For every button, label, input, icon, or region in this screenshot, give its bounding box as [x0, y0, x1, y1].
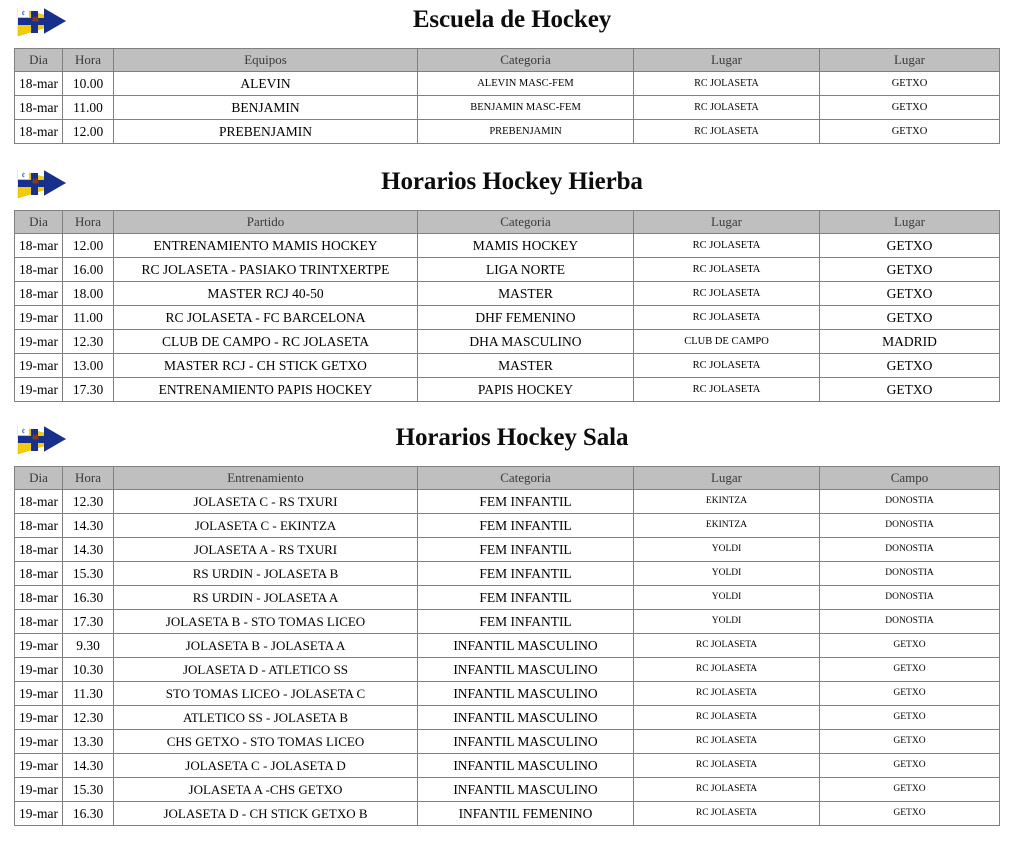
cell-lugar: EKINTZA: [634, 514, 820, 538]
table-row: [15, 354, 1000, 378]
cell-lugar: RC JOLASETA: [634, 682, 820, 706]
cell-campo: GETXO: [820, 778, 1000, 802]
cell-main: JOLASETA D - CH STICK GETXO B: [114, 802, 418, 826]
cell-hora: 9.30: [63, 634, 114, 658]
cell-dia: 18-mar: [15, 96, 63, 120]
cell-dia: 18-mar: [15, 586, 63, 610]
cell-main: JOLASETA C - RS TXURI: [114, 490, 418, 514]
cell-main: JOLASETA B - JOLASETA A: [114, 634, 418, 658]
cell-campo: GETXO: [820, 120, 1000, 144]
cell-lugar: RC JOLASETA: [634, 754, 820, 778]
cell-lugar: YOLDI: [634, 538, 820, 562]
table-row: [15, 234, 1000, 258]
cell-lugar: RC JOLASETA: [634, 282, 820, 306]
cell-hora: 17.30: [63, 610, 114, 634]
cell-dia: 19-mar: [15, 354, 63, 378]
section-horarios-hockey-sala: [0, 418, 1024, 826]
col-header-main: Equipos: [114, 49, 418, 72]
schedule-table-escuela: [14, 48, 1000, 144]
cell-hora: 12.30: [63, 490, 114, 514]
cell-main: MASTER RCJ - CH STICK GETXO: [114, 354, 418, 378]
cell-campo: GETXO: [820, 802, 1000, 826]
cell-categoria: MASTER: [418, 354, 634, 378]
cell-categoria: DHA MASCULINO: [418, 330, 634, 354]
table-row: [15, 282, 1000, 306]
cell-categoria: FEM INFANTIL: [418, 610, 634, 634]
cell-dia: 18-mar: [15, 282, 63, 306]
col-header-main: Partido: [114, 211, 418, 234]
cell-hora: 14.30: [63, 514, 114, 538]
cell-campo: GETXO: [820, 72, 1000, 96]
svg-text:¢: ¢: [21, 171, 26, 180]
cell-main: PREBENJAMIN: [114, 120, 418, 144]
cell-campo: GETXO: [820, 634, 1000, 658]
cell-categoria: FEM INFANTIL: [418, 586, 634, 610]
col-header-dia: Dia: [15, 49, 63, 72]
cell-dia: 19-mar: [15, 682, 63, 706]
cell-dia: 19-mar: [15, 754, 63, 778]
col-header-campo: Lugar: [820, 49, 1000, 72]
cell-dia: 19-mar: [15, 634, 63, 658]
cell-campo: DONOSTIA: [820, 562, 1000, 586]
col-header-campo: Campo: [820, 467, 1000, 490]
cell-campo: GETXO: [820, 282, 1000, 306]
table-row: [15, 378, 1000, 402]
cell-categoria: FEM INFANTIL: [418, 562, 634, 586]
cell-dia: 18-mar: [15, 258, 63, 282]
cell-dia: 19-mar: [15, 658, 63, 682]
cell-main: CHS GETXO - STO TOMAS LICEO: [114, 730, 418, 754]
cell-main: RS URDIN - JOLASETA A: [114, 586, 418, 610]
cell-lugar: RC JOLASETA: [634, 120, 820, 144]
cell-dia: 18-mar: [15, 610, 63, 634]
col-header-lugar: Lugar: [634, 467, 820, 490]
cell-dia: 19-mar: [15, 378, 63, 402]
cell-main: ATLETICO SS - JOLASETA B: [114, 706, 418, 730]
table-row: [15, 562, 1000, 586]
cell-lugar: RC JOLASETA: [634, 72, 820, 96]
cell-dia: 18-mar: [15, 538, 63, 562]
table-row: [15, 258, 1000, 282]
cell-campo: GETXO: [820, 706, 1000, 730]
cell-campo: GETXO: [820, 354, 1000, 378]
cell-hora: 15.30: [63, 562, 114, 586]
cell-hora: 13.30: [63, 730, 114, 754]
cell-dia: 19-mar: [15, 802, 63, 826]
col-header-hora: Hora: [63, 49, 114, 72]
cell-hora: 16.30: [63, 586, 114, 610]
cell-main: JOLASETA C - JOLASETA D: [114, 754, 418, 778]
cell-lugar: RC JOLASETA: [634, 96, 820, 120]
cell-hora: 13.00: [63, 354, 114, 378]
cell-hora: 16.00: [63, 258, 114, 282]
section-horarios-hockey-hierba: [0, 162, 1024, 402]
svg-text:¢: ¢: [21, 9, 26, 18]
cell-main: MASTER RCJ 40-50: [114, 282, 418, 306]
cell-categoria: FEM INFANTIL: [418, 490, 634, 514]
section-spacer: [0, 144, 1024, 162]
col-header-categoria: Categoria: [418, 467, 634, 490]
cell-categoria: INFANTIL MASCULINO: [418, 634, 634, 658]
cell-campo: GETXO: [820, 682, 1000, 706]
cell-campo: GETXO: [820, 96, 1000, 120]
cell-dia: 19-mar: [15, 306, 63, 330]
cell-campo: DONOSTIA: [820, 538, 1000, 562]
schedule-table-sala: [14, 466, 1000, 826]
cell-dia: 19-mar: [15, 706, 63, 730]
cell-lugar: RC JOLASETA: [634, 634, 820, 658]
cell-campo: GETXO: [820, 306, 1000, 330]
table-row: [15, 658, 1000, 682]
cell-lugar: CLUB DE CAMPO: [634, 330, 820, 354]
table-row: [15, 96, 1000, 120]
table-row: [15, 778, 1000, 802]
cell-categoria: BENJAMIN MASC-FEM: [418, 96, 634, 120]
col-header-hora: Hora: [63, 467, 114, 490]
col-header-hora: Hora: [63, 211, 114, 234]
section-escuela-de-hockey: [0, 0, 1024, 144]
cell-lugar: RC JOLASETA: [634, 306, 820, 330]
cell-dia: 18-mar: [15, 234, 63, 258]
cell-categoria: INFANTIL MASCULINO: [418, 658, 634, 682]
cell-hora: 11.00: [63, 96, 114, 120]
page-title: Horarios Hockey Hierba: [381, 168, 643, 195]
cell-lugar: EKINTZA: [634, 490, 820, 514]
cell-hora: 12.30: [63, 706, 114, 730]
cell-main: JOLASETA C - EKINTZA: [114, 514, 418, 538]
cell-hora: 10.00: [63, 72, 114, 96]
table-row: [15, 754, 1000, 778]
table-row: [15, 490, 1000, 514]
page-title: Escuela de Hockey: [412, 6, 612, 33]
col-header-categoria: Categoria: [418, 211, 634, 234]
cell-categoria: FEM INFANTIL: [418, 538, 634, 562]
cell-campo: GETXO: [820, 730, 1000, 754]
table-header-row: [15, 467, 1000, 490]
table-header-row: [15, 49, 1000, 72]
section-spacer: [0, 402, 1024, 418]
cell-categoria: INFANTIL MASCULINO: [418, 778, 634, 802]
cell-hora: 14.30: [63, 754, 114, 778]
cell-dia: 18-mar: [15, 514, 63, 538]
schedule-table-hierba: [14, 210, 1000, 402]
cell-lugar: RC JOLASETA: [634, 706, 820, 730]
cell-main: RC JOLASETA - FC BARCELONA: [114, 306, 418, 330]
cell-lugar: RC JOLASETA: [634, 658, 820, 682]
cell-hora: 12.30: [63, 330, 114, 354]
table-header-row: [15, 211, 1000, 234]
cell-dia: 18-mar: [15, 562, 63, 586]
table-row: [15, 72, 1000, 96]
cell-campo: DONOSTIA: [820, 514, 1000, 538]
cell-categoria: ALEVIN MASC-FEM: [418, 72, 634, 96]
section-header: [0, 162, 1024, 210]
table-row: [15, 730, 1000, 754]
page-title: Horarios Hockey Sala: [395, 424, 629, 451]
col-header-categoria: Categoria: [418, 49, 634, 72]
cell-campo: DONOSTIA: [820, 610, 1000, 634]
cell-main: CLUB DE CAMPO - RC JOLASETA: [114, 330, 418, 354]
cell-main: RS URDIN - JOLASETA B: [114, 562, 418, 586]
cell-categoria: INFANTIL MASCULINO: [418, 706, 634, 730]
cell-categoria: PAPIS HOCKEY: [418, 378, 634, 402]
cell-categoria: MAMIS HOCKEY: [418, 234, 634, 258]
cell-hora: 18.00: [63, 282, 114, 306]
cell-dia: 19-mar: [15, 730, 63, 754]
cell-lugar: RC JOLASETA: [634, 730, 820, 754]
table-row: [15, 330, 1000, 354]
cell-campo: DONOSTIA: [820, 586, 1000, 610]
cell-campo: GETXO: [820, 258, 1000, 282]
col-header-lugar: Lugar: [634, 211, 820, 234]
cell-dia: 19-mar: [15, 330, 63, 354]
cell-dia: 18-mar: [15, 490, 63, 514]
table-row: [15, 306, 1000, 330]
table-row: [15, 706, 1000, 730]
cell-categoria: PREBENJAMIN: [418, 120, 634, 144]
cell-campo: GETXO: [820, 658, 1000, 682]
cell-campo: GETXO: [820, 378, 1000, 402]
cell-hora: 15.30: [63, 778, 114, 802]
cell-lugar: RC JOLASETA: [634, 802, 820, 826]
col-header-lugar: Lugar: [634, 49, 820, 72]
cell-lugar: YOLDI: [634, 586, 820, 610]
cell-categoria: FEM INFANTIL: [418, 514, 634, 538]
table-row: [15, 120, 1000, 144]
cell-main: JOLASETA B - STO TOMAS LICEO: [114, 610, 418, 634]
cell-hora: 14.30: [63, 538, 114, 562]
section-header: [0, 0, 1024, 48]
section-header: [0, 418, 1024, 466]
cell-categoria: INFANTIL MASCULINO: [418, 730, 634, 754]
cell-campo: DONOSTIA: [820, 490, 1000, 514]
table-row: [15, 682, 1000, 706]
cell-main: ENTRENAMIENTO MAMIS HOCKEY: [114, 234, 418, 258]
table-row: [15, 634, 1000, 658]
cell-lugar: RC JOLASETA: [634, 354, 820, 378]
table-row: [15, 802, 1000, 826]
cell-main: JOLASETA A -CHS GETXO: [114, 778, 418, 802]
cell-campo: GETXO: [820, 234, 1000, 258]
cell-campo: MADRID: [820, 330, 1000, 354]
cell-lugar: RC JOLASETA: [634, 258, 820, 282]
cell-dia: 19-mar: [15, 778, 63, 802]
table-row: [15, 586, 1000, 610]
cell-hora: 12.00: [63, 120, 114, 144]
cell-hora: 11.30: [63, 682, 114, 706]
cell-lugar: RC JOLASETA: [634, 778, 820, 802]
cell-hora: 16.30: [63, 802, 114, 826]
cell-campo: GETXO: [820, 754, 1000, 778]
cell-main: RC JOLASETA - PASIAKO TRINTXERTPE: [114, 258, 418, 282]
cell-hora: 12.00: [63, 234, 114, 258]
cell-categoria: INFANTIL FEMENINO: [418, 802, 634, 826]
cell-main: ENTRENAMIENTO PAPIS HOCKEY: [114, 378, 418, 402]
cell-main: STO TOMAS LICEO - JOLASETA C: [114, 682, 418, 706]
svg-text:¢: ¢: [21, 427, 26, 436]
cell-main: BENJAMIN: [114, 96, 418, 120]
cell-categoria: DHF FEMENINO: [418, 306, 634, 330]
cell-lugar: YOLDI: [634, 562, 820, 586]
table-row: [15, 610, 1000, 634]
cell-hora: 10.30: [63, 658, 114, 682]
cell-dia: 18-mar: [15, 120, 63, 144]
table-row: [15, 514, 1000, 538]
cell-lugar: RC JOLASETA: [634, 234, 820, 258]
cell-main: JOLASETA A - RS TXURI: [114, 538, 418, 562]
cell-hora: 17.30: [63, 378, 114, 402]
col-header-dia: Dia: [15, 467, 63, 490]
cell-categoria: MASTER: [418, 282, 634, 306]
cell-dia: 18-mar: [15, 72, 63, 96]
cell-categoria: LIGA NORTE: [418, 258, 634, 282]
cell-lugar: YOLDI: [634, 610, 820, 634]
cell-main: ALEVIN: [114, 72, 418, 96]
col-header-dia: Dia: [15, 211, 63, 234]
table-row: [15, 538, 1000, 562]
col-header-campo: Lugar: [820, 211, 1000, 234]
cell-hora: 11.00: [63, 306, 114, 330]
cell-lugar: RC JOLASETA: [634, 378, 820, 402]
cell-main: JOLASETA D - ATLETICO SS: [114, 658, 418, 682]
col-header-main: Entrenamiento: [114, 467, 418, 490]
cell-categoria: INFANTIL MASCULINO: [418, 754, 634, 778]
cell-categoria: INFANTIL MASCULINO: [418, 682, 634, 706]
